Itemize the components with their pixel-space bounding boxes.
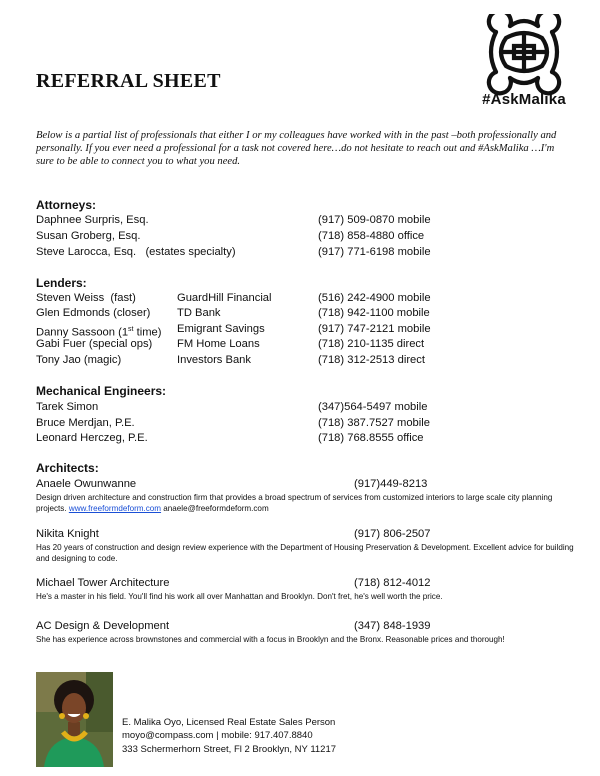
intro-paragraph: Below is a partial list of professionals that either I or my colleagues have worked with in the past –both professionally and personally. If you ever need a professional for a task not covered here…do not hesitate to reach out and #AskMalika …I'm sure to be able to connect you to what you need. [36,130,557,167]
attorney-phone: (718) 858-4880 office [318,230,425,242]
engineers-heading: Mechanical Engineers: [36,384,167,398]
engineer-phone: (347)564-5497 mobile [318,401,428,413]
architect-name: Nikita Knight [36,528,99,540]
architect-name: Michael Tower Architecture [36,577,170,589]
architect-description: She has experience across brownstones and commercial with a focus in Brooklyn and the Bronx. Reasonable prices and thorough! [36,635,505,644]
engineer-phone: (718) 768.8555 office [318,432,424,444]
architect-website-link[interactable]: www.freeformdeform.com [68,504,162,514]
architect-name: Anaele Owunwanne [36,478,137,490]
lender-name: Steven Weiss (fast) [36,292,136,304]
agent-email-phone: moyo@compass.com | mobile: 917.407.8840 [122,730,313,742]
architect-name: AC Design & Development [36,620,170,632]
lender-company: Emigrant Savings [177,323,265,335]
lender-company: Investors Bank [177,354,251,366]
askmalika-logo-text: #AskMalika [482,91,566,108]
architect-email: anaele@freeformdeform.com [161,504,269,514]
architects-heading: Architects: [36,461,99,475]
lender-name-pre: Danny Sassoon (1 [36,326,129,339]
engineer-name: Tarek Simon [36,401,99,413]
lender-company: TD Bank [177,307,221,319]
lender-phone: (718) 210-1135 direct [318,338,425,350]
lender-name: Tony Jao (magic) [36,354,122,366]
agent-portrait-icon [36,672,113,767]
page-title: REFERRAL SHEET [36,70,221,92]
attorney-name: Susan Groberg, Esq. [36,230,141,242]
agent-address: 333 Schermerhorn Street, Fl 2 Brooklyn, NY 11217 [122,743,337,755]
agent-name-title: E. Malika Oyo, Licensed Real Estate Sales Person [122,717,336,728]
architect-phone: (917) 806-2507 [354,528,431,540]
lender-name: Gabi Fuer (special ops) [36,338,153,350]
architect-desc-text: Design driven architecture and construction firm that provides a broad spectrum of services from customized interiors to large scale city planning projects. [36,493,553,514]
lender-phone: (917) 747-2121 mobile [318,323,431,335]
agent-contact [122,716,336,756]
lender-company: GuardHill Financial [177,292,272,304]
lender-phone: (718) 312-2513 direct [318,354,425,366]
lenders-heading: Lenders: [36,276,87,290]
architect-description [36,492,576,514]
attorney-name: Steve Larocca, Esq. (estates specialty) [36,246,236,258]
engineer-phone: (718) 387.7527 mobile [318,417,430,429]
architect-phone: (917)449-8213 [354,478,428,490]
lender-name-post: time) [133,326,162,339]
attorney-phone: (917) 509-0870 mobile [318,214,431,226]
engineer-name: Leonard Herczeg, P.E. [36,432,148,444]
attorney-name: Daphnee Surpris, Esq. [36,214,149,226]
architect-description: He's a master in his field. You'll find his work all over Manhattan and Brooklyn. Don't fret, he's well worth the price. [36,592,443,601]
attorney-phone: (917) 771-6198 mobile [318,246,431,258]
lender-name: Glen Edmonds (closer) [36,307,151,319]
engineer-name: Bruce Merdjan, P.E. [36,417,135,429]
lender-phone: (516) 242-4900 mobile [318,292,431,304]
attorneys-heading: Attorneys: [36,198,97,212]
architect-description: Has 20 years of construction and design review experience with the Department of Housing Preservation & Development. Excellent advice for building and designing to code. [36,543,574,564]
lender-name-sup: st [128,326,134,333]
lender-phone: (718) 942-1100 mobile [318,307,430,319]
architect-phone: (347) 848-1939 [354,620,431,632]
architect-phone: (718) 812-4012 [354,577,431,589]
lender-company: FM Home Loans [177,338,260,350]
